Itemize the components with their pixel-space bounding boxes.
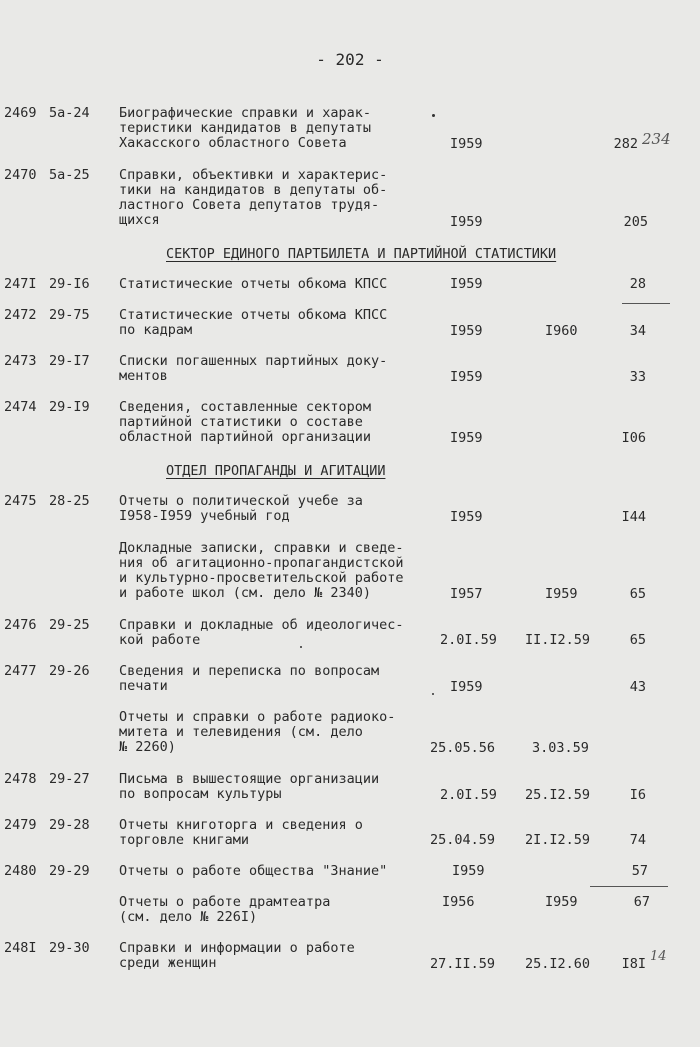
sheet-count: I6	[629, 787, 646, 803]
description-line: Сведения, составленные сектором	[119, 399, 371, 415]
description-line: партийной статистики о составе	[119, 414, 363, 430]
item-description	[119, 710, 459, 755]
date-end: I960	[545, 323, 578, 339]
sheet-count: 282	[613, 136, 638, 152]
description-line: I958-I959 учебный год	[119, 508, 290, 524]
date-start: I959	[450, 323, 483, 339]
item-description	[119, 541, 459, 601]
item-code: 29-I7	[49, 353, 90, 369]
item-code: 29-75	[49, 307, 90, 323]
description-line: Хакасского областного Совета	[119, 135, 347, 151]
item-description	[119, 494, 459, 524]
date-start: I959	[450, 679, 483, 695]
item-number: 2475	[4, 493, 37, 509]
description-line: Справки и информации о работе	[119, 940, 355, 956]
pencil-line	[590, 886, 668, 887]
sheet-count: 65	[629, 632, 646, 648]
item-code: 29-30	[49, 940, 90, 956]
ink-dot	[432, 693, 434, 695]
sheet-count: 67	[633, 894, 650, 910]
page-number: - 202 -	[316, 50, 384, 69]
item-description	[119, 864, 459, 879]
item-description	[119, 818, 459, 848]
description-line: ния об агитационно-пропагандистской	[119, 555, 404, 571]
section-heading: СЕКТОР ЕДИНОГО ПАРТБИЛЕТА И ПАРТИЙНОЙ СТАТИСТИКИ	[166, 246, 557, 262]
description-line: кой работе	[119, 632, 201, 648]
date-start: 2.0I.59	[440, 632, 497, 648]
date-start: I959	[452, 863, 485, 879]
date-start: I957	[450, 586, 483, 602]
date-start: 25.04.59	[430, 832, 496, 848]
item-description	[119, 772, 459, 802]
sheet-count: 65	[629, 586, 646, 602]
date-end: 25.I2.59	[525, 787, 591, 803]
description-line: Биографические справки и харак-	[119, 105, 371, 121]
description-line: щихся	[119, 212, 160, 228]
sheet-count: I44	[621, 509, 646, 525]
date-start: I959	[450, 136, 483, 152]
date-start: 2.0I.59	[440, 787, 497, 803]
sheet-count: 43	[629, 679, 646, 695]
item-code: 29-28	[49, 817, 90, 833]
description-line: Докладные записки, справки и сведе-	[119, 540, 404, 556]
item-description	[119, 308, 459, 338]
handwritten-annotation: 14	[650, 949, 667, 964]
item-description	[119, 941, 459, 971]
description-line: (см. дело № 226I)	[119, 909, 258, 925]
item-number: 2469	[4, 105, 37, 121]
description-line: митета и телевидения (см. дело	[119, 724, 363, 740]
item-description	[119, 354, 459, 384]
item-description	[119, 277, 459, 292]
sheet-count: 205	[623, 214, 648, 230]
description-line: Списки погашенных партийных доку-	[119, 353, 388, 369]
item-description	[119, 618, 459, 648]
sheet-count: 34	[629, 323, 646, 339]
description-line: Отчеты о работе драмтеатра	[119, 894, 331, 910]
sheet-count: I8I	[621, 956, 646, 972]
description-line: Справки и докладные об идеологичес-	[119, 617, 404, 633]
description-line: торговле книгами	[119, 832, 250, 848]
item-number: 2473	[4, 353, 37, 369]
description-line: среди женщин	[119, 955, 217, 971]
item-number: 2472	[4, 307, 37, 323]
item-code: 5а-24	[49, 105, 90, 121]
item-code: 5а-25	[49, 167, 90, 183]
item-description	[119, 895, 459, 925]
item-description	[119, 168, 459, 228]
description-line: теристики кандидатов в депутаты	[119, 120, 371, 136]
description-line: Статистические отчеты обкома КПСС	[119, 307, 388, 323]
date-end: 25.I2.60	[525, 956, 591, 972]
description-line: № 2260)	[119, 739, 176, 755]
description-line: тики на кандидатов в депутаты об-	[119, 182, 388, 198]
date-end: I959	[545, 894, 578, 910]
item-code: 29-26	[49, 663, 90, 679]
item-code: 29-I9	[49, 399, 90, 415]
sheet-count: 28	[629, 276, 646, 292]
description-line: ментов	[119, 368, 168, 384]
item-code: 29-I6	[49, 276, 90, 292]
item-number: 2478	[4, 771, 37, 787]
item-code: 28-25	[49, 493, 90, 509]
date-start: 25.05.56	[430, 740, 496, 756]
date-start: I959	[450, 369, 483, 385]
item-number: 2479	[4, 817, 37, 833]
item-description	[119, 106, 459, 151]
item-code: 29-25	[49, 617, 90, 633]
item-number: 2474	[4, 399, 37, 415]
handwritten-annotation: 234	[642, 130, 671, 148]
sheet-count: 33	[629, 369, 646, 385]
ink-dot	[432, 114, 435, 117]
item-number: 2480	[4, 863, 37, 879]
sheet-count: I06	[621, 430, 646, 446]
item-code: 29-29	[49, 863, 90, 879]
description-line: Сведения и переписка по вопросам	[119, 663, 380, 679]
date-end: I959	[545, 586, 578, 602]
description-line: и культурно-просветительской работе	[119, 570, 404, 586]
item-description	[119, 664, 459, 694]
date-start: I959	[450, 509, 483, 525]
item-number: 248I	[4, 940, 37, 956]
description-line: областной партийной организации	[119, 429, 371, 445]
description-line: по вопросам культуры	[119, 786, 282, 802]
sheet-count: 74	[629, 832, 646, 848]
date-start: 27.II.59	[430, 956, 496, 972]
item-number: 2477	[4, 663, 37, 679]
date-start: I956	[442, 894, 475, 910]
ink-dot	[300, 646, 302, 648]
description-line: Статистические отчеты обкома КПСС	[119, 276, 388, 292]
date-start: I959	[450, 276, 483, 292]
item-number: 247I	[4, 276, 37, 292]
item-code: 29-27	[49, 771, 90, 787]
date-start: I959	[450, 214, 483, 230]
description-line: Справки, объективки и характерис-	[119, 167, 388, 183]
description-line: Отчеты о работе общества "Знание"	[119, 863, 388, 879]
date-end: 2I.I2.59	[525, 832, 591, 848]
section-heading: ОТДЕЛ ПРОПАГАНДЫ И АГИТАЦИИ	[166, 463, 386, 479]
description-line: Отчеты и справки о работе радиоко-	[119, 709, 396, 725]
description-line: Письма в вышестоящие организации	[119, 771, 380, 787]
item-number: 2476	[4, 617, 37, 633]
description-line: Отчеты книготорга и сведения о	[119, 817, 363, 833]
pencil-line	[622, 303, 670, 304]
description-line: ластного Совета депутатов трудя-	[119, 197, 380, 213]
description-line: по кадрам	[119, 322, 193, 338]
description-line: Отчеты о политической учебе за	[119, 493, 363, 509]
description-line: печати	[119, 678, 168, 694]
date-end: 3.03.59	[532, 740, 589, 756]
description-line: и работе школ (см. дело № 2340)	[119, 585, 371, 601]
item-number: 2470	[4, 167, 37, 183]
date-start: I959	[450, 430, 483, 446]
date-end: II.I2.59	[525, 632, 591, 648]
item-description	[119, 400, 459, 445]
sheet-count: 57	[631, 863, 648, 879]
